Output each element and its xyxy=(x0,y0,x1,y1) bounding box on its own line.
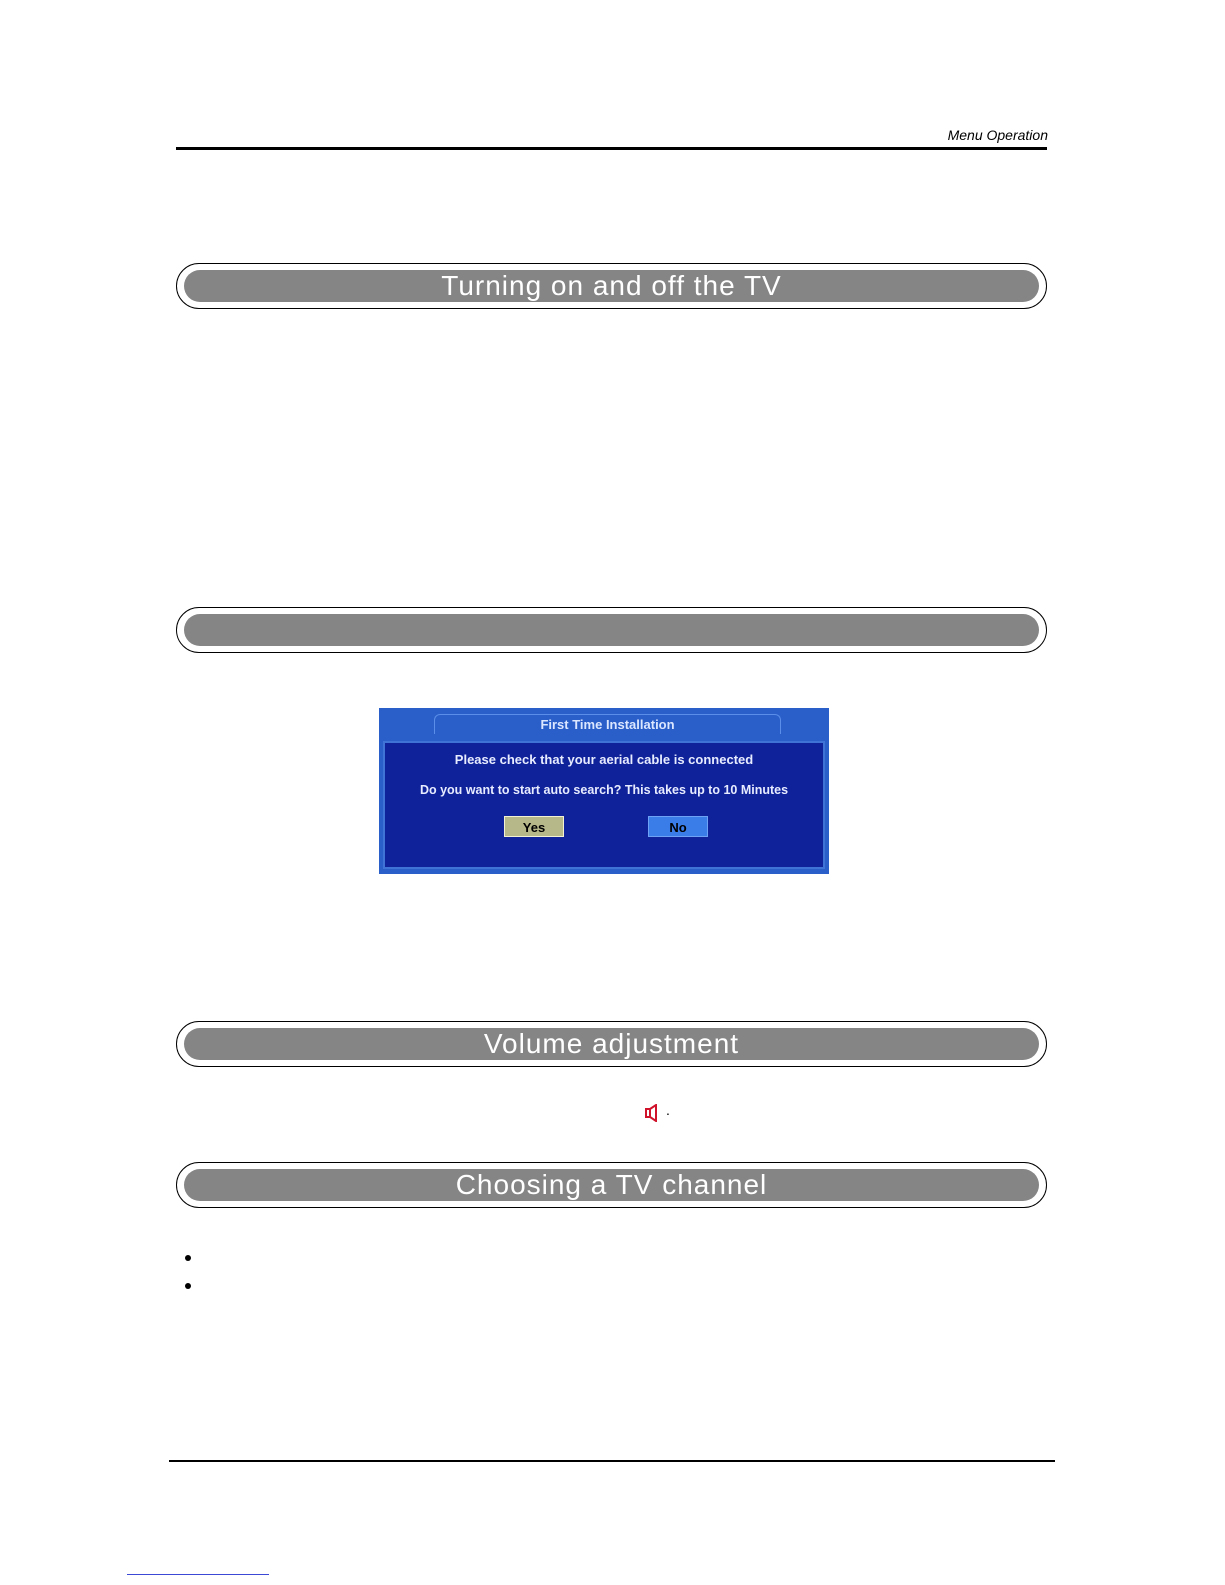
section-banner-turning-on-off xyxy=(176,263,1047,309)
list-bullet xyxy=(185,1255,191,1261)
banner-pill xyxy=(184,614,1039,646)
dialog-title: First Time Installation xyxy=(434,714,781,734)
no-button[interactable]: No xyxy=(648,816,708,837)
banner-title: Turning on and off the TV xyxy=(441,270,782,301)
yes-button[interactable]: Yes xyxy=(504,816,564,837)
volume-trailing-text: . xyxy=(666,1102,670,1118)
section-banner-channel xyxy=(176,1162,1047,1208)
dialog-message-line1: Please check that your aerial cable is connected xyxy=(454,752,754,767)
dialog-message-line2: Do you want to start auto search? This takes up to 10 Minutes xyxy=(419,783,789,797)
list-bullet xyxy=(185,1283,191,1289)
dialog-panel xyxy=(383,741,825,869)
banner-pill xyxy=(184,1169,1039,1201)
banner-pill xyxy=(184,270,1039,302)
mute-speaker-icon xyxy=(644,1104,662,1122)
banner-pill xyxy=(184,1028,1039,1060)
header-rule xyxy=(176,147,1047,150)
banner-title: Choosing a TV channel xyxy=(455,1169,768,1200)
section-header-label: Menu Operation xyxy=(947,127,1048,143)
section-banner-untitled xyxy=(176,607,1047,653)
footer-rule xyxy=(169,1460,1055,1462)
banner-title: Volume adjustment xyxy=(483,1028,740,1059)
section-banner-volume xyxy=(176,1021,1047,1067)
first-time-installation-screenshot xyxy=(379,708,829,874)
footer-link-underline[interactable] xyxy=(127,1574,269,1575)
